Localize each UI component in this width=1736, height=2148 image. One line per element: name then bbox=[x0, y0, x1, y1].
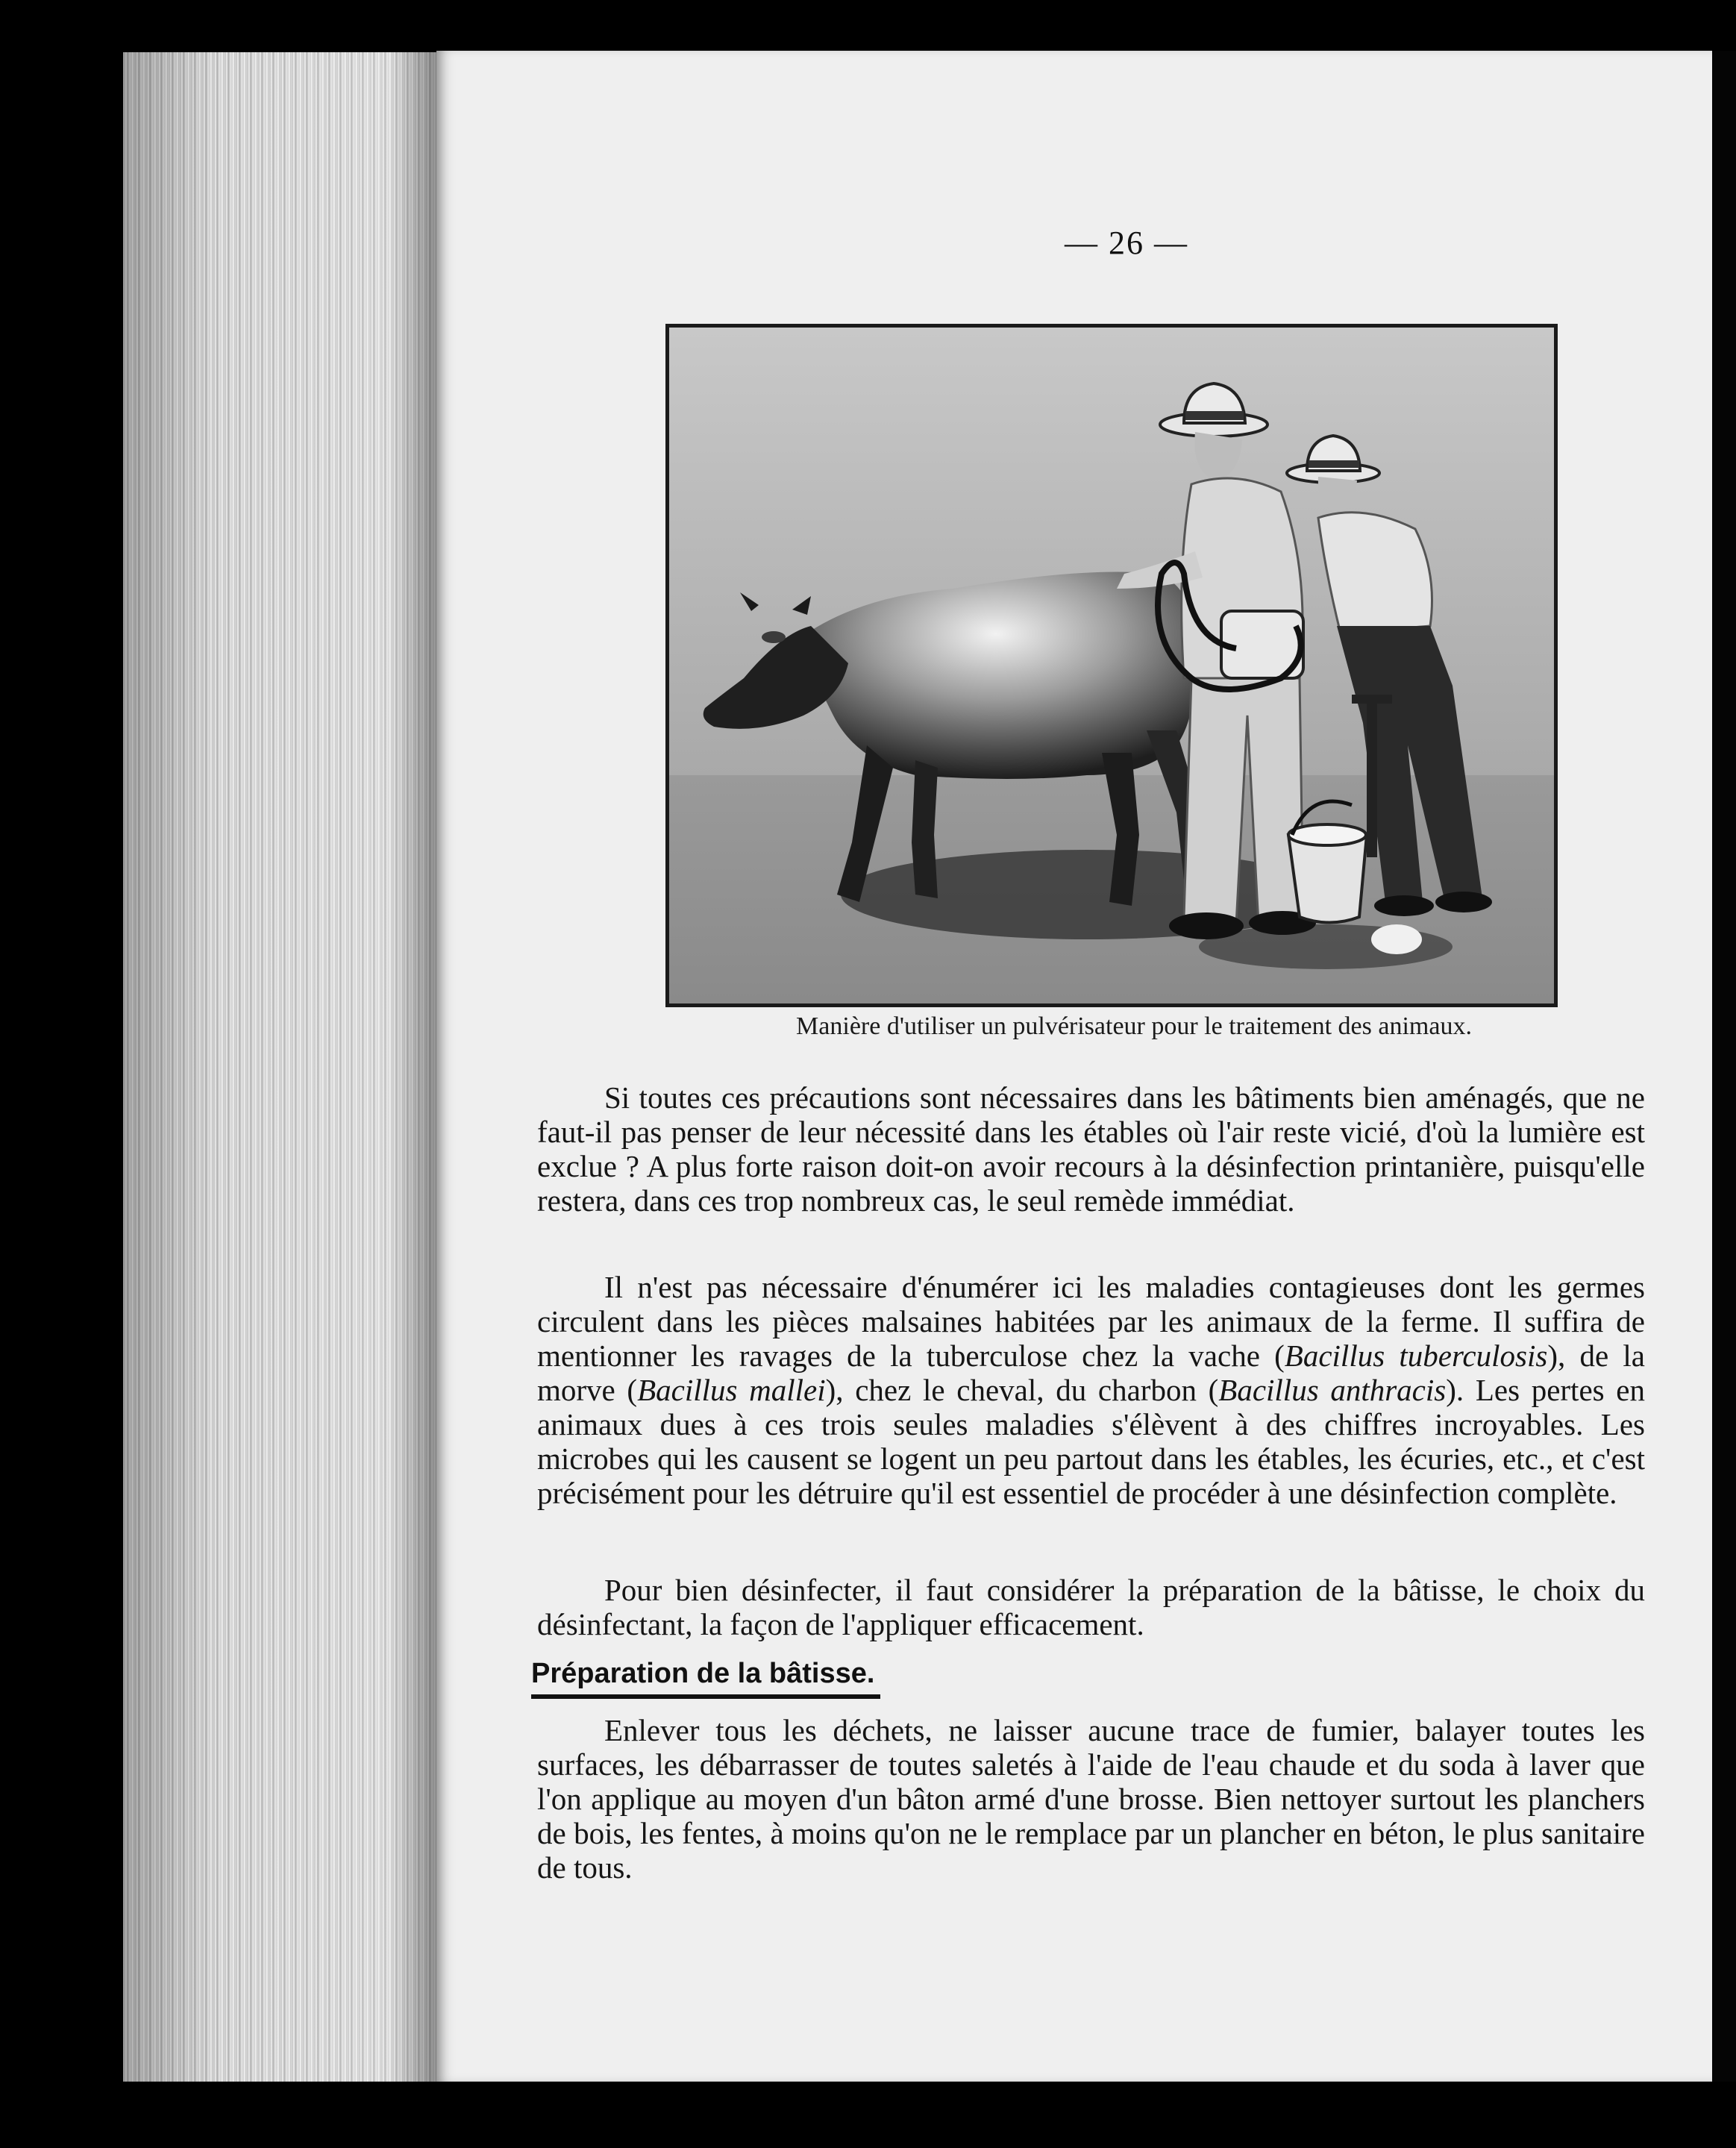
page-number: — 26 — bbox=[1065, 225, 1188, 261]
illustration-caption: Manière d'utiliser un pulvérisateur pour le traitement des animaux. bbox=[796, 1012, 1472, 1040]
scan-border bbox=[1712, 51, 1736, 2082]
illustration-drawing bbox=[669, 328, 1554, 1003]
text-run: Enlever tous les déchets, ne laisser aucune trace de fumier, balayer toutes les surfaces, les débarrasser de toutes saletés à l'aide de l'eau chaude et du soda à laver que l'on applique au moyen d'un bâton armé d'une brosse. Bien nettoyer surtout les planchers de bois, les fentes, à moins qu'on ne le remplace par un plancher en béton, le plus sanitaire de tous. bbox=[537, 1713, 1645, 1885]
latin-term: Bacillus anthracis bbox=[1218, 1373, 1447, 1407]
section-heading: Préparation de la bâtisse. bbox=[531, 1658, 880, 1699]
text-run: ), chez le cheval, du charbon ( bbox=[825, 1373, 1219, 1407]
text-run: Pour bien désinfecter, il faut considérer la préparation de la bâtisse, le choix du désinfectant, la façon de l'appliquer efficacement. bbox=[537, 1573, 1645, 1641]
text-run: ), de la morve ( bbox=[537, 1338, 1645, 1407]
latin-term: Bacillus tuberculosis bbox=[1284, 1338, 1548, 1373]
text-run: Si toutes ces précautions sont nécessaires dans les bâtiments bien aménagés, que ne faut-il pas penser de leur nécessité dans les étables où l'air reste vicié, d'où la lumière est exclue ? A plus forte raison doit-on avoir recours à la désinfection printanière, puisqu'elle restera, dans ces trop nombreux cas, le seul remède immédiat. bbox=[537, 1080, 1645, 1218]
latin-term: Bacillus mallei bbox=[637, 1373, 826, 1407]
paragraph-4 bbox=[537, 1713, 1645, 1885]
text-run: Il n'est pas nécessaire d'énumérer ici les maladies contagieuses dont les germes circulent dans les pièces malsaines habitées par les animaux de la ferme. Il suffira de mentionner les ravages de la tuberculose chez la vache ( bbox=[537, 1270, 1645, 1373]
book-page-edges bbox=[123, 52, 436, 2082]
illustration-cow-spraying bbox=[665, 324, 1558, 1007]
paragraph-3 bbox=[537, 1573, 1645, 1641]
paragraph-2 bbox=[537, 1270, 1645, 1510]
text-run: ). Les pertes en animaux dues à ces trois seules maladies s'élèvent à des chiffres incroyables. Les microbes qui les causent se logent un peu partout dans les étables, les écuries, etc., et c'est précisément pour les détruire qu'il est essentiel de procéder à une désinfection complète. bbox=[537, 1373, 1645, 1510]
paragraph-1 bbox=[537, 1080, 1645, 1218]
